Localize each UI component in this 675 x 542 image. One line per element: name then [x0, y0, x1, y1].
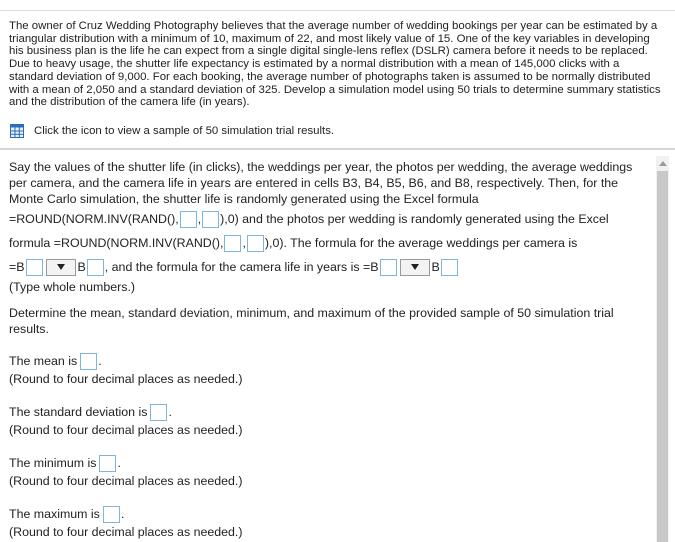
formula-line-3 — [9, 255, 647, 279]
mean-question — [9, 351, 243, 387]
sd-period: . — [168, 405, 172, 419]
mean-round-hint: (Round to four decimal places as needed.) — [9, 372, 243, 386]
vertical-scrollbar[interactable] — [656, 156, 669, 542]
weddings-cell-input-1[interactable] — [26, 259, 43, 276]
formula-line-2 — [9, 231, 647, 255]
comma-2: , — [242, 236, 246, 250]
part2-intro: Determine the mean, standard deviation, minimum, and maximum of the provided sample of 50 simulation trial results. — [9, 306, 614, 336]
line3-prefix: =B — [9, 260, 25, 274]
whole-numbers-hint: (Type whole numbers.) — [9, 280, 136, 294]
max-question — [9, 504, 243, 540]
line1-prefix: =ROUND(NORM.INV(RAND(), — [9, 212, 179, 226]
mean-label: The mean is — [9, 354, 78, 368]
line3-mid: , and the formula for the camera life in years is =B — [104, 260, 379, 274]
max-label: The maximum is — [9, 507, 100, 521]
max-input[interactable] — [103, 506, 120, 523]
photos-mean-input[interactable] — [224, 235, 241, 252]
dropdown-arrow-icon — [410, 263, 420, 271]
sd-input[interactable] — [150, 404, 167, 421]
max-period: . — [120, 507, 125, 521]
min-label: The minimum is — [9, 456, 97, 470]
shutter-sd-input[interactable] — [202, 211, 219, 228]
min-round-hint: (Round to four decimal places as needed.) — [9, 474, 243, 488]
operator-dropdown-2[interactable] — [400, 259, 430, 276]
line2-prefix: formula =ROUND(NORM.INV(RAND(), — [9, 236, 224, 250]
line2-suffix: ),0). The formula for the average weddings per camera is — [264, 236, 578, 250]
max-round-hint: (Round to four decimal places as needed.) — [9, 525, 243, 539]
sd-label: The standard deviation is — [9, 405, 148, 419]
sd-round-hint: (Round to four decimal places as needed.) — [9, 423, 243, 437]
section-divider — [0, 148, 675, 150]
top-divider — [0, 10, 675, 11]
part1-intro: Say the values of the shutter life (in clicks), the weddings per year, the photos per wedding, the average weddings per camera, and the camera life in years are entered in cells B3, B4, B5, B6, and B8, respectively. Then, for the Monte Carlo simulation, the shutter life is randomly generated using the Excel formula — [9, 160, 633, 206]
mean-period: . — [98, 354, 102, 368]
min-question — [9, 453, 243, 489]
mean-input[interactable] — [80, 353, 97, 370]
b-letter-1: B — [77, 260, 86, 274]
problem-statement: The owner of Cruz Wedding Photography believes that the average number of wedding bookings per year can be estimated by a triangular distribution with a minimum of 10, maximum of 22, and most likely value of 15. One of the key variables in developing his business plan is the life he can expect from a single digital single-lens reflex (DSLR) camera before it needs to be replaced. Due to heavy usage, the shutter life expectancy is estimated by a normal distribution with a mean of 145,000 clicks with a standard deviation of 9,000. For each booking, the average number of photographs taken is assumed to be normally distributed with a mean of 2,050 and a standard deviation of 325. Develop a simulation model using 50 trials to determine summary statistics and the distribution of the camera life (in years). — [9, 20, 661, 109]
sample-results-link[interactable] — [10, 124, 334, 138]
shutter-mean-input[interactable] — [180, 211, 197, 228]
formula-line-1 — [9, 207, 647, 231]
weddings-cell-input-2[interactable] — [87, 259, 104, 276]
photos-sd-input[interactable] — [247, 235, 264, 252]
operator-dropdown-1[interactable] — [46, 259, 76, 276]
scrollbar-thumb[interactable] — [657, 171, 668, 542]
min-input[interactable] — [99, 455, 116, 472]
min-period: . — [117, 456, 121, 470]
dropdown-arrow-icon — [56, 263, 66, 271]
life-cell-input-1[interactable] — [380, 259, 397, 276]
line1-suffix: ),0) and the photos per wedding is randomly generated using the Excel — [220, 212, 609, 226]
sd-question — [9, 402, 243, 438]
comma-1: , — [197, 212, 202, 226]
question-part-1 — [9, 159, 647, 295]
scroll-up-icon[interactable] — [656, 156, 669, 169]
sample-link-text[interactable]: Click the icon to view a sample of 50 simulation trial results. — [34, 125, 335, 137]
life-cell-input-2[interactable] — [441, 259, 458, 276]
table-grid-icon[interactable] — [10, 124, 24, 138]
b-letter-2: B — [431, 260, 440, 274]
